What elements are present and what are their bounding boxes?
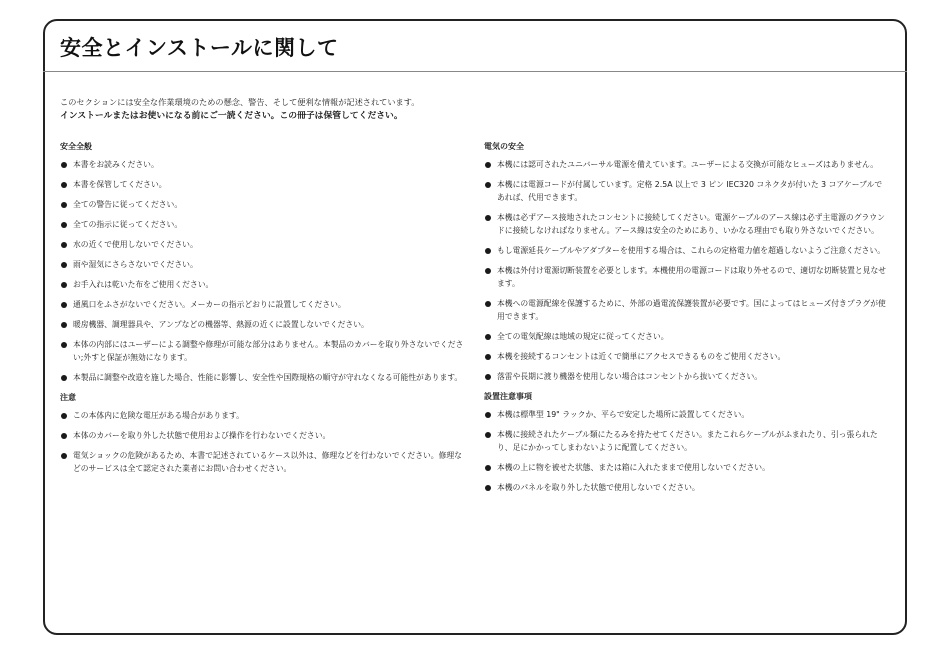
list-item: 本書をお読みください。: [60, 158, 465, 171]
list-item: 本体の内部にはユーザーによる調整や修理が可能な部分はありません。本製品のカバーを取り外さないでください;外すと保証が無効になります。: [60, 338, 465, 364]
list-item: 雨や湿気にさらさないでください。: [60, 258, 465, 271]
title-divider: [43, 71, 907, 72]
list-item: 全ての警告に従ってください。: [60, 198, 465, 211]
bullet-list: [484, 408, 889, 494]
section-heading: 注意: [60, 393, 76, 402]
section-heading: 安全全般: [60, 142, 92, 151]
list-item: 本機は必ずアース接地されたコンセントに接続してください。電源ケーブルのアース線は必ず主電源のグラウンドに接続しなければなりません。アース線は安全のためにあり、いかなる理由でも取り外さないでください。: [484, 211, 889, 237]
bullet-list: [484, 158, 889, 383]
intro-block: [60, 95, 890, 123]
section-heading: 設置注意事項: [484, 392, 532, 401]
list-item: 水の近くで使用しないでください。: [60, 238, 465, 251]
section-electrical-safety: [484, 140, 889, 383]
list-item: お手入れは乾いた布をご使用ください。: [60, 278, 465, 291]
intro-text: このセクションには安全な作業環境のための懸念、警告、そして便利な情報が記述されています。: [60, 97, 420, 107]
section-installation: [484, 390, 889, 494]
list-item: 本製品に調整や改造を施した場合、性能に影響し、安全性や国際規格の順守が守れなくなる可能性があります。: [60, 371, 465, 384]
list-item: 本書を保管してください。: [60, 178, 465, 191]
list-item: 暖房機器、調理器具や、アンプなどの機器等、熱源の近くに設置しないでください。: [60, 318, 465, 331]
list-item: この本体内に危険な電圧がある場合があります。: [60, 409, 465, 422]
list-item: 通風口をふさがないでください。メーカーの指示どおりに設置してください。: [60, 298, 465, 311]
bullet-list: [60, 158, 465, 384]
list-item: 本機を接続するコンセントは近くで簡単にアクセスできるものをご使用ください。: [484, 350, 889, 363]
list-item: もし電源延長ケーブルやアダプターを使用する場合は、これらの定格電力値を超過しないようご注意ください。: [484, 244, 889, 257]
list-item: 落雷や長期に渡り機器を使用しない場合はコンセントから抜いてください。: [484, 370, 889, 383]
list-item: 本機には電源コードが付属しています。定格 2.5A 以上で 3 ピン IEC320 コネクタが付いた 3 コアケーブルであれば、代用できます。: [484, 178, 889, 204]
list-item: 本機の上に物を被せた状態、または箱に入れたままで使用しないでください。: [484, 461, 889, 474]
list-item: 全ての電気配線は地域の規定に従ってください。: [484, 330, 889, 343]
intro-notice: インストールまたはお使いになる前にご一読ください。この冊子は保管してください。: [60, 111, 403, 121]
list-item: 電気ショックの危険があるため、本書で記述されているケース以外は、修理などを行わないでください。修理などのサービスは全て認定された業者にお問い合わせください。: [60, 449, 465, 475]
section-general-safety: [60, 140, 465, 384]
list-item: 本体のカバーを取り外した状態で使用および操作を行わないでください。: [60, 429, 465, 442]
page-title: 安全とインストールに関して: [60, 36, 339, 60]
section-heading: 電気の安全: [484, 142, 524, 151]
section-caution: [60, 391, 465, 475]
list-item: 本機に接続されたケーブル類にたるみを持たせてください。またこれらケーブルがふまれたり、引っ張られたり、足にかかってしまわないように配置してください。: [484, 428, 889, 454]
left-column: [60, 140, 465, 482]
list-item: 本機のパネルを取り外した状態で使用しないでください。: [484, 481, 889, 494]
right-column: [484, 140, 889, 501]
list-item: 本機は外付け電源切断装置を必要とします。本機使用の電源コードは取り外せるので、適切な切断装置と見なせます。: [484, 264, 889, 290]
list-item: 本機への電源配線を保護するために、外部の過電流保護装置が必要です。国によってはヒューズ付きプラグが使用できます。: [484, 297, 889, 323]
list-item: 全ての指示に従ってください。: [60, 218, 465, 231]
bullet-list: [60, 409, 465, 475]
list-item: 本機には認可されたユニバーサル電源を備えています。ユーザーによる交換が可能なヒューズはありません。: [484, 158, 889, 171]
list-item: 本機は標準型 19" ラックか、平らで安定した場所に設置してください。: [484, 408, 889, 421]
